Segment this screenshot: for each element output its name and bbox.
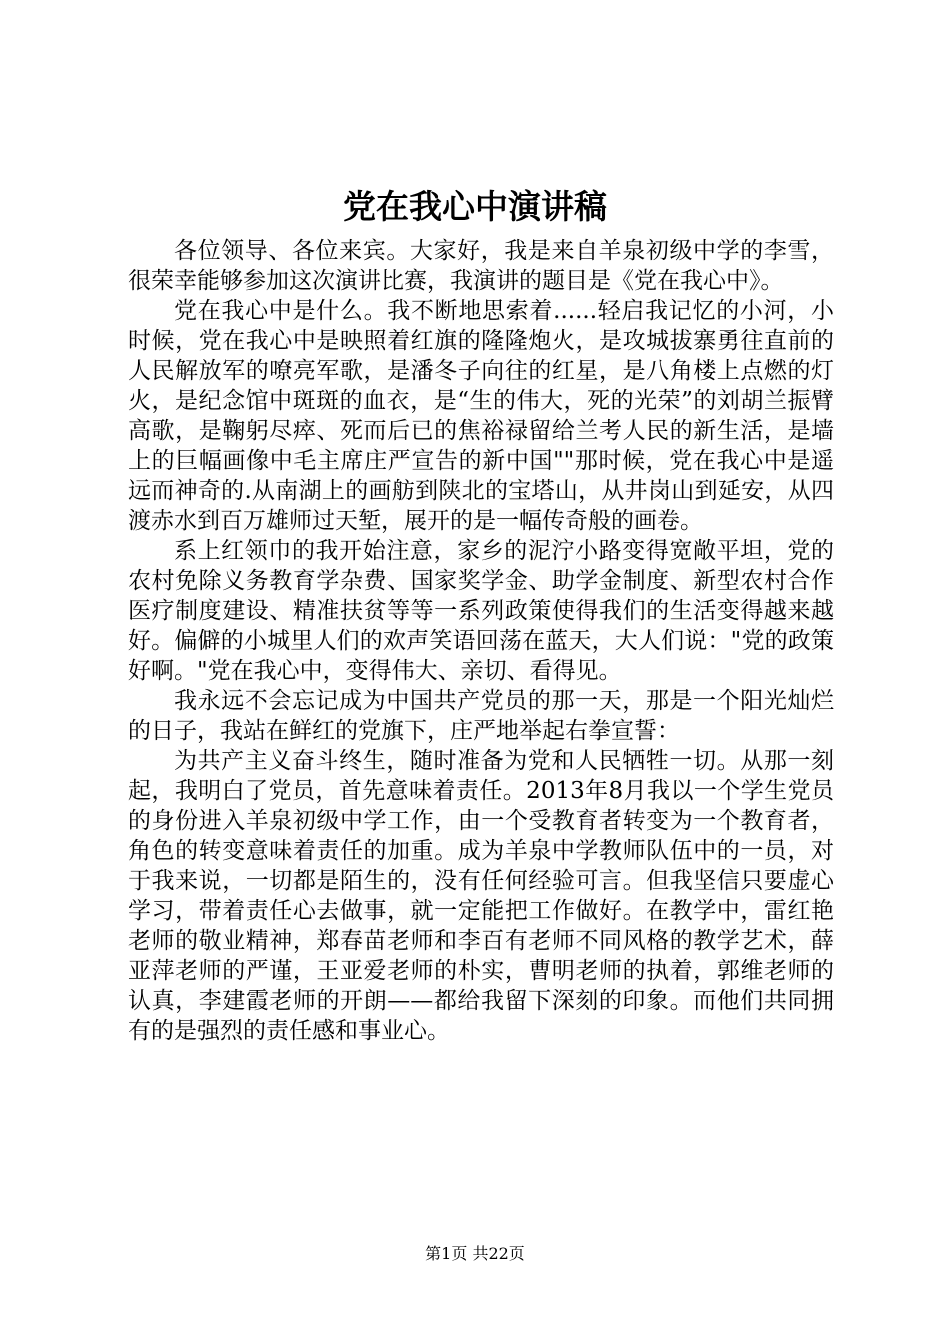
paragraph: 系上红领巾的我开始注意，家乡的泥泞小路变得宽敞平坦，党的农村免除义务教育学杂费、国家奖学金、助学金制度、新型农村合作医疗制度建设、精准扶贫等等一系列政策使得我们的生活变得越来越好。偏僻的小城里人们的欢声笑语回荡在蓝天，大人们说："党的政策好啊。"党在我心中，变得伟大、亲切、看得见。 bbox=[128, 538, 834, 684]
paragraph: 党在我心中是什么。我不断地思索着......轻启我记忆的小河，小时候，党在我心中是映照着红旗的隆隆炮火，是攻城拔寨勇往直前的人民解放军的嘹亮军歌，是潘冬子向往的红星，是八角楼上点燃的灯火，是纪念馆中斑斑的血衣，是“生的伟大，死的光荣”的刘胡兰振臂高歌，是鞠躬尽瘁、死而后已的焦裕禄留给兰考人民的新生活，是墙上的巨幅画像中毛主席庄严宣告的新中国""那时候，党在我心中是遥远而神奇的.从南湖上的画舫到陕北的宝塔山，从井岗山到延安，从四渡赤水到百万雄师过天堑，展开的是一幅传奇般的画卷。 bbox=[128, 298, 834, 534]
paragraph: 我永远不会忘记成为中国共产党员的那一天，那是一个阳光灿烂的日子，我站在鲜红的党旗下，庄严地举起右拳宣誓： bbox=[128, 688, 834, 744]
paragraph: 为共产主义奋斗终生，随时准备为党和人民牺牲一切。从那一刻起，我明白了党员，首先意味着责任。2013年8月我以一个学生党员的身份进入羊泉初级中学工作，由一个受教育者转变为一个教育者，角色的转变意味着责任的加重。成为羊泉中学教师队伍中的一员，对于我来说，一切都是陌生的，没有任何经验可言。但我坚信只要虚心学习，带着责任心去做事，就一定能把工作做好。在教学中，雷红艳老师的敬业精神，郑春苗老师和李百有老师不同风格的教学艺术，薛亚萍老师的严谨，王亚爱老师的朴实，曹明老师的执着，郭维老师的认真，李建霞老师的开朗——都给我留下深刻的印象。而他们共同拥有的是强烈的责任感和事业心。 bbox=[128, 748, 834, 1044]
page-footer: 第1页 共22页 bbox=[425, 1244, 525, 1263]
document-title: 党在我心中演讲稿 bbox=[343, 187, 607, 226]
paragraph: 各位领导、各位来宾。大家好，我是来自羊泉初级中学的李雪，很荣幸能够参加这次演讲比赛，我演讲的题目是《党在我心中》。 bbox=[128, 238, 834, 294]
document-body bbox=[128, 236, 834, 1046]
